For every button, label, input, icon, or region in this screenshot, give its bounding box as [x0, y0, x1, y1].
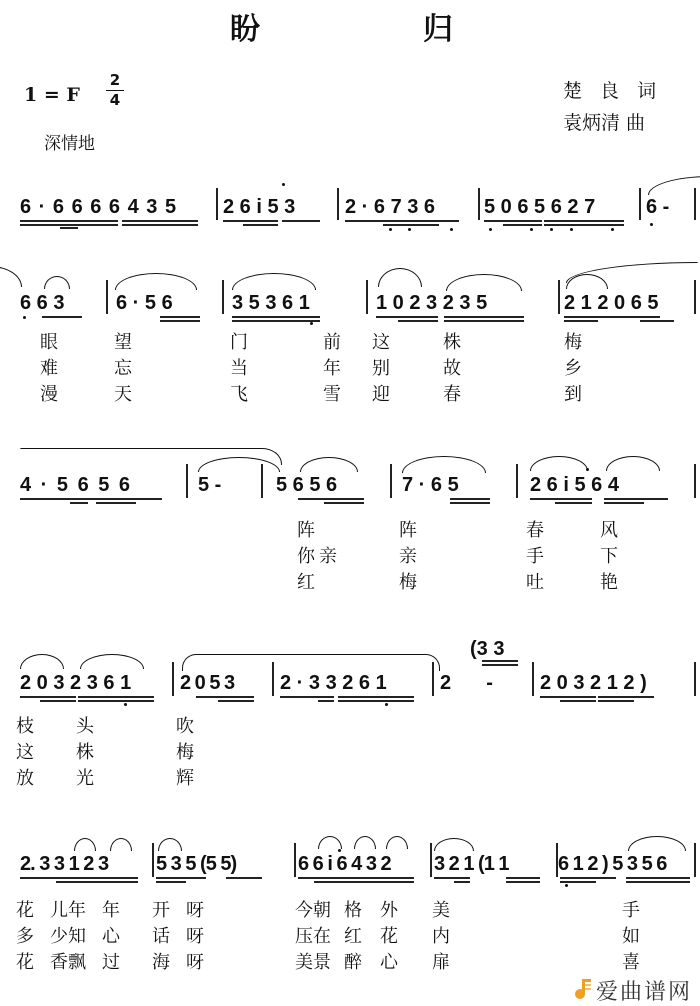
title-char-1: 盼 — [230, 12, 260, 47]
measure: 4 · 5 6 5 6 — [20, 474, 133, 496]
bar-line — [106, 280, 108, 314]
ossia: (3 3 — [470, 638, 505, 660]
time-sig-bottom: 4 — [109, 91, 121, 109]
bar-line — [186, 464, 188, 498]
lyric: 你亲 — [297, 546, 341, 567]
measure: 6 6 i 6 4 3 2 — [298, 853, 391, 875]
lyric: 吐 — [526, 572, 544, 593]
lyric: 话 — [152, 926, 170, 947]
lyric: 株 — [76, 742, 94, 763]
lyric: 飞 — [230, 384, 248, 405]
bar-line — [294, 843, 296, 877]
bar-line — [272, 662, 274, 696]
bar-line — [390, 464, 392, 498]
lyric: 美景 — [295, 952, 331, 973]
measure: 2 6 i 5 3 — [223, 196, 296, 218]
measure: 2. 3 3 1 2 3 — [20, 853, 109, 875]
lyric: 心 — [380, 952, 398, 973]
lyric: 扉 — [432, 952, 450, 973]
bar-line — [261, 464, 263, 498]
measure: 3 2 1 (1 1 — [434, 853, 509, 875]
time-sig-top: 2 — [109, 71, 121, 89]
lyric: 到 — [564, 384, 582, 405]
lyric: 少知 — [50, 926, 86, 947]
lyric: 红 — [297, 572, 315, 593]
measure: 5 6 5 6 — [276, 474, 338, 496]
bar-line — [432, 662, 434, 696]
bar-line — [694, 464, 696, 498]
bar-line — [222, 280, 224, 314]
lyric: 阵 — [399, 520, 417, 541]
lyric: 辉 — [176, 768, 194, 789]
bar-line — [694, 843, 696, 877]
lyric: 如 — [622, 926, 640, 947]
lyric: 眼 — [40, 332, 58, 353]
measure: 6 · 5 6 — [116, 292, 173, 314]
lyric: 呀 — [186, 900, 204, 921]
measure: 6 · 6 6 6 6 4 3 5 — [20, 196, 178, 218]
measure: 5 0 6 5 6 2 7 — [484, 196, 596, 218]
lyric: 阵 — [297, 520, 315, 541]
lyric: 艳 — [600, 572, 618, 593]
lyric: 花 — [16, 900, 34, 921]
lyric: 年 — [102, 900, 120, 921]
bar-line — [172, 662, 174, 696]
lyric: 花 — [16, 952, 34, 973]
lyric: 梅 — [399, 572, 417, 593]
bar-line — [430, 843, 432, 877]
measure: 2 · 6 7 3 6 — [345, 196, 436, 218]
measure: 2 · 3 3 2 6 1 — [280, 672, 387, 694]
lyric: 春 — [526, 520, 544, 541]
measure: 7 · 6 5 — [402, 474, 459, 496]
measure: 2 0 5 3 — [180, 672, 235, 694]
bar-line — [694, 662, 696, 696]
lyric: 梅 — [176, 742, 194, 763]
lyric: 乡 — [564, 358, 582, 379]
lyric: 雪 — [323, 384, 341, 405]
lyric: 迎 — [372, 384, 390, 405]
measure: 6 - — [646, 196, 670, 218]
lyric: 多 — [16, 926, 34, 947]
lyric: 风 — [600, 520, 618, 541]
lyric: 别 — [372, 358, 390, 379]
lyric: 开 — [152, 900, 170, 921]
lyric: 儿年 — [50, 900, 86, 921]
tempo-marking: 深情地 — [44, 134, 95, 154]
lyric: 内 — [432, 926, 450, 947]
bar-line — [216, 188, 218, 220]
lyric: 吹 — [176, 716, 194, 737]
lyric: 前 — [323, 332, 341, 353]
lyric: 难 — [40, 358, 58, 379]
lyric: 光 — [76, 768, 94, 789]
lyric: 年 — [323, 358, 341, 379]
lyric: 故 — [443, 358, 461, 379]
lyric: 天 — [114, 384, 132, 405]
music-note-icon — [574, 978, 592, 1000]
watermark-text: 爱曲谱网 — [596, 980, 693, 1005]
lyric: 忘 — [114, 358, 132, 379]
measure: 2 0 3 2 3 6 1 — [20, 672, 132, 694]
lyric: 亲 — [399, 546, 417, 567]
lyric: 门 — [230, 332, 248, 353]
bar-line — [337, 188, 339, 220]
measure: 6 1 2 ) 5 3 5 6 — [558, 853, 667, 875]
lyric: 枝 — [16, 716, 34, 737]
bar-line — [694, 280, 696, 314]
lyric: 香飘 — [50, 952, 86, 973]
lyric: 美 — [432, 900, 450, 921]
lyric: 下 — [600, 546, 618, 567]
lyric: 花 — [380, 926, 398, 947]
lyric: 放 — [16, 768, 34, 789]
bar-line — [366, 280, 368, 314]
lyric: 这 — [16, 742, 34, 763]
title-char-2: 归 — [423, 12, 453, 47]
measure: 2 1 2 0 6 5 — [564, 292, 659, 314]
lyric: 株 — [443, 332, 461, 353]
lyric: 手 — [526, 546, 544, 567]
composer-credit: 袁炳清 曲 — [563, 112, 646, 134]
lyric: 呀 — [186, 952, 204, 973]
lyric: 心 — [102, 926, 120, 947]
lyric: 红 — [344, 926, 362, 947]
lyric: 今朝 — [295, 900, 331, 921]
measure: 5 - — [198, 474, 222, 496]
lyric: 醉 — [344, 952, 362, 973]
key-signature: 1 = F — [24, 84, 80, 106]
bar-line — [152, 843, 154, 877]
bar-line — [639, 188, 641, 220]
lyric: 漫 — [40, 384, 58, 405]
lyricist-credit: 楚 良 词 — [563, 80, 663, 102]
measure: 1 0 2 3 2 3 5 — [376, 292, 488, 314]
lyric: 呀 — [186, 926, 204, 947]
lyric: 望 — [114, 332, 132, 353]
lyric: 压在 — [295, 926, 331, 947]
measure: 2 0 3 2 1 2 ) — [540, 672, 647, 694]
lyric: 海 — [152, 952, 170, 973]
measure: 2 - — [440, 672, 501, 694]
lyric: 这 — [372, 332, 390, 353]
bar-line — [558, 280, 560, 314]
measure: 2 6 i 5 6 4 — [530, 474, 619, 496]
lyric: 过 — [102, 952, 120, 973]
bar-line — [478, 188, 480, 220]
lyric: 头 — [76, 716, 94, 737]
measure: 3 5 3 6 1 — [232, 292, 310, 314]
lyric: 外 — [380, 900, 398, 921]
lyric: 格 — [344, 900, 362, 921]
lyric: 手 — [622, 900, 640, 921]
time-signature — [104, 72, 126, 109]
lyric: 梅 — [564, 332, 582, 353]
bar-line — [532, 662, 534, 696]
measure: 6 6 3 — [20, 292, 65, 314]
measure: 5 3 5 (5 5) — [156, 853, 237, 875]
lyric: 春 — [443, 384, 461, 405]
lyric: 喜 — [622, 952, 640, 973]
lyric: 当 — [230, 358, 248, 379]
bar-line — [516, 464, 518, 498]
